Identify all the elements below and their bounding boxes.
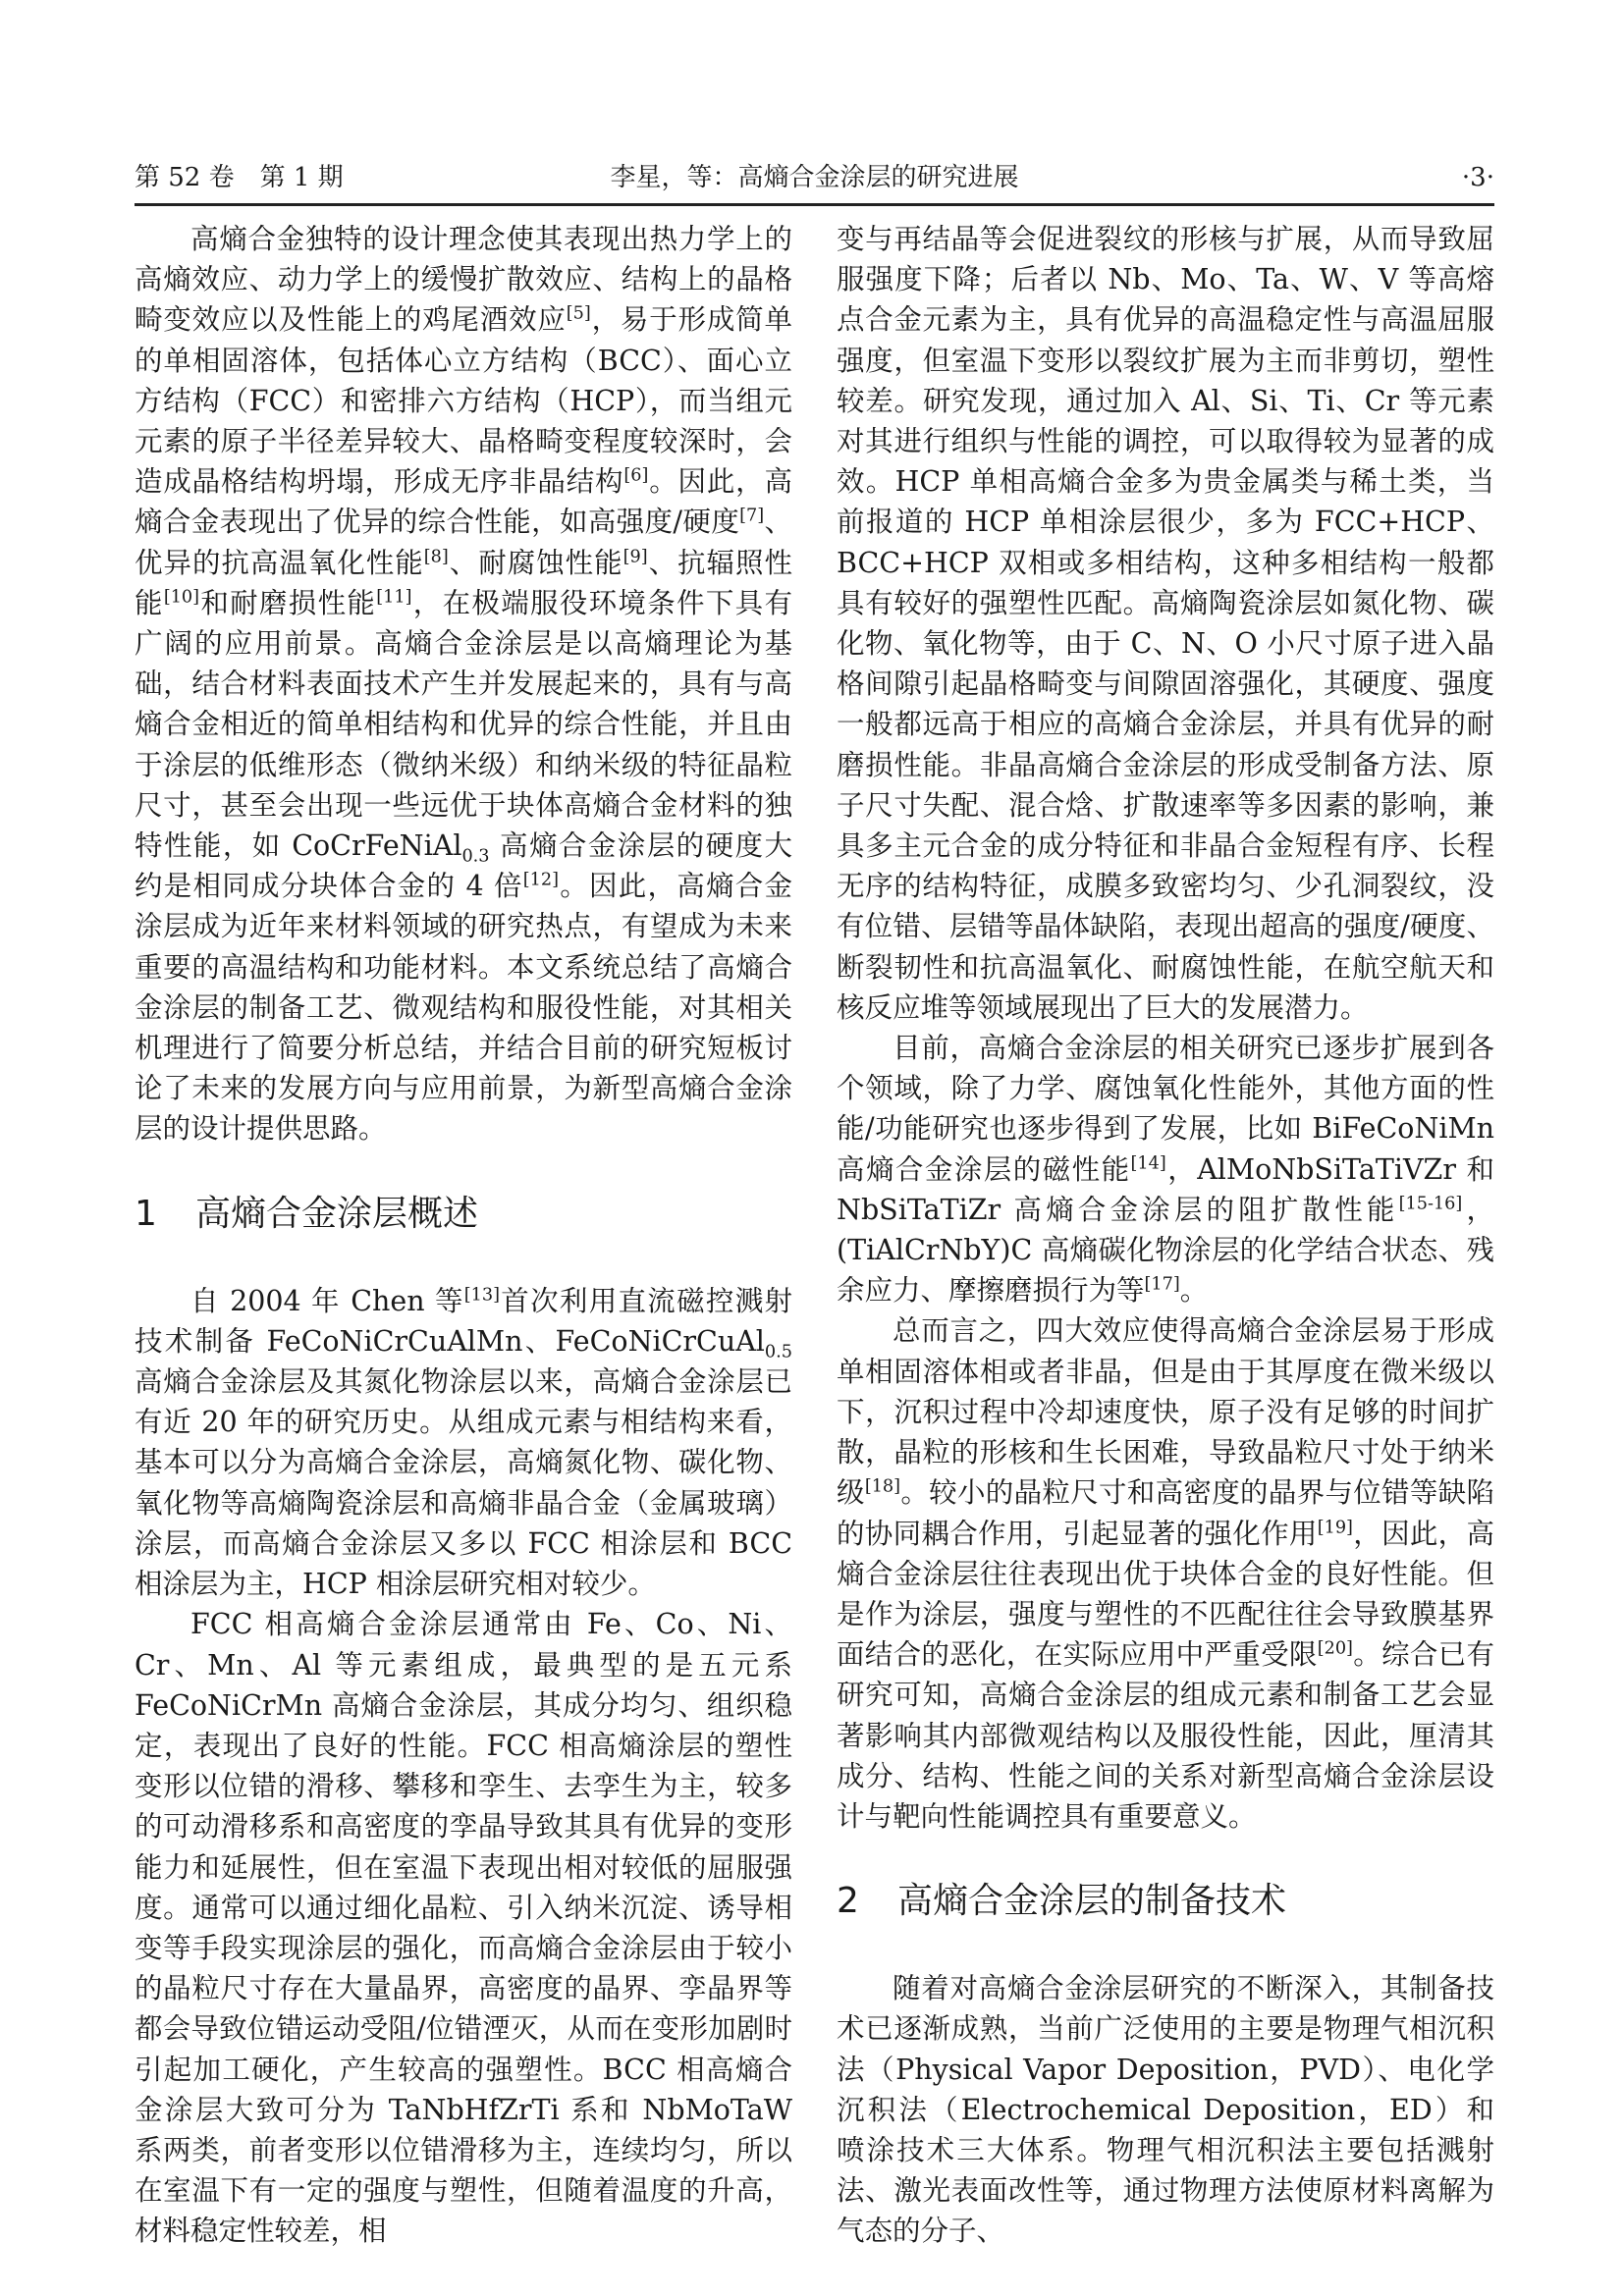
citation: [12]	[522, 870, 559, 890]
paragraph-preparation: 随着对高熵合金涂层研究的不断深入，其制备技术已逐渐成熟，当前广泛使用的主要是物理气相沉积法（Physical Vapor Deposition，PVD）、电化学沉积法（Electrochemical Deposition，ED）和喷涂技术三大体系。物理气相沉积法主要包括溅射法、激光表面改性等，通过物理方法使原材料离解为气态的分子、	[837, 1972, 1494, 2248]
running-header	[135, 157, 1494, 200]
citation: [5]	[566, 303, 591, 324]
section-heading-1	[135, 1189, 792, 1240]
journal-volume-issue: 第 52 卷 第 1 期	[135, 163, 344, 192]
citation: [8]	[423, 547, 449, 567]
citation: [15-16]	[1398, 1194, 1463, 1214]
section-title: 高熵合金涂层概述	[195, 1193, 479, 1234]
citation: [6]	[623, 465, 649, 486]
left-column	[135, 219, 792, 2252]
citation: [18]	[864, 1476, 901, 1497]
citation: [14]	[1130, 1153, 1166, 1174]
header-rule	[135, 203, 1494, 206]
section-title: 高熵合金涂层的制备技术	[897, 1881, 1287, 1922]
running-title: 李星，等：高熵合金涂层的研究进展	[610, 163, 1019, 192]
paragraph-continued: 变与再结晶等会促进裂纹的形核与扩展，从而导致屈服强度下降；后者以 Nb、Mo、Ta、W、V 等高熔点合金元素为主，具有优异的高温稳定性与高温屈服强度，但室温下变形以裂纹扩展为主而非剪切，塑性较差。研究发现，通过加入 Al、Si、Ti、Cr 等元素对其进行组织与性能的调控，可以取得较为显著的成效。HCP 单相高熵合金多为贵金属类与稀土类，当前报道的 HCP 单相涂层很少，多为 FCC+HCP、BCC+HCP 双相或多相结构，这种多相结构一般都具有较好的强塑性匹配。高熵陶瓷涂层如氮化物、碳化物、氧化物等，由于 C、N、O 小尺寸原子进入晶格间隙引起晶格畸变与间隙固溶强化，其硬度、强度一般都远高于相应的高熵合金涂层，并具有优异的耐磨损性能。非晶高熵合金涂层的形成受制备方法、原子尺寸失配、混合焓、扩散速率等多因素的影响，兼具多主元合金的成分特征和非晶合金短程有序、长程无序的结构特征，成膜多致密均匀、少孔洞裂纹，没有位错、层错等晶体缺陷，表现出超高的强度/硬度、断裂韧性和抗高温氧化、耐腐蚀性能，在航空航天和核反应堆等领域展现出了巨大的发展潜力。	[837, 223, 1494, 1024]
citation: [17]	[1144, 1274, 1180, 1295]
page-number: ·3·	[1461, 163, 1494, 192]
citation: [11]	[376, 587, 412, 608]
right-column	[837, 219, 1494, 2252]
section-number: 1	[135, 1193, 157, 1234]
paragraph-intro: 高熵合金独特的设计理念使其表现出热力学上的高熵效应、动力学上的缓慢扩散效应、结构上的晶格畸变效应以及性能上的鸡尾酒效应[5]，易于形成简单的单相固溶体，包括体心立方结构（BCC）、面心立方结构（FCC）和密排六方结构（HCP），而当组元元素的原子半径差异较大、晶格畸变程度较深时，会造成晶格结构坍塌，形成无序非晶结构[6]。因此，高熵合金表现出了优异的综合性能，如高强度/硬度[7]、优异的抗高温氧化性能[8]、耐腐蚀性能[9]、抗辐照性能[10]和耐磨损性能[11]，在极端服役环境条件下具有广阔的应用前景。高熵合金涂层是以高熵理论为基础，结合材料表面技术产生并发展起来的，具有与高熵合金相近的简单相结构和优异的综合性能，并且由于涂层的低维形态（微纳米级）和纳米级的特征晶粒尺寸，甚至会出现一些远优于块体高熵合金材料的独特性能，如 CoCrFeNiAl$_{0.3}$ 高熵合金涂层的硬度大约是相同成分块体合金的 4 倍[12]。因此，高熵合金涂层成为近年来材料领域的研究热点，有望成为未来重要的高温结构和功能材料。本文系统总结了高熵合金涂层的制备工艺、微观结构和服役性能，对其相关机理进行了简要分析总结，并结合目前的研究短板讨论了未来的发展方向与应用前景，为新型高熵合金涂层的设计提供思路。	[135, 223, 792, 1146]
citation: [9]	[623, 547, 648, 567]
citation: [20]	[1317, 1638, 1353, 1659]
section-heading-2	[837, 1876, 1494, 1927]
citation: [13]	[463, 1285, 500, 1306]
paragraph-functional: 目前，高熵合金涂层的相关研究已逐步扩展到各个领域，除了力学、腐蚀氧化性能外，其他方面的性能/功能研究也逐步得到了发展，比如 BiFeCoNiMn 高熵合金涂层的磁性能[14]，AlMoNbSiTaTiVZr 和 NbSiTaTiZr 高熵合金涂层的阻扩散性能[15-16]，(TiAlCrNbY)C 高熵碳化物涂层的化学结合状态、残余应力、摩擦磨损行为等[17]。	[837, 1032, 1494, 1308]
section-number: 2	[837, 1881, 859, 1922]
citation: [19]	[1317, 1518, 1353, 1537]
paragraph-fcc-bcc: FCC 相高熵合金涂层通常由 Fe、Co、Ni、Cr、Mn、Al 等元素组成，最典型的是五元系 FeCoNiCrMn 高熵合金涂层，其成分均匀、组织稳定，表现出了良好的性能。FCC 相高熵涂层的塑性变形以位错的滑移、攀移和孪生、去孪生为主，较多的可动滑移系和高密度的孪晶导致其具有优异的变形能力和延展性，但在室温下表现出相对较低的屈服强度。通常可以通过细化晶粒、引入纳米沉淀、诱导相变等手段实现涂层的强化，而高熵合金涂层由于较小的晶粒尺寸存在大量晶界，高密度的晶界、孪晶界等都会导致位错运动受阻/位错湮灭，从而在变形加剧时引起加工硬化，产生较高的强塑性。BCC 相高熵合金涂层大致可分为 TaNbHfZrTi 系和 NbMoTaW 系两类，前者变形以位错滑移为主，连续均匀，所以在室温下有一定的强度与塑性，但随着温度的升高，材料稳定性较差，相	[135, 1608, 792, 2248]
paragraph-overview: 自 2004 年 Chen 等[13]首次利用直流磁控溅射技术制备 FeCoNiCrCuAlMn、FeCoNiCrCuAl$_{0.5}$ 高熵合金涂层及其氮化物涂层以来，高熵合金涂层已有近 20 年的研究历史。从组成元素与相结构来看，基本可以分为高熵合金涂层，高熵氮化物、碳化物、氧化物等高熵陶瓷涂层和高熵非晶合金（金属玻璃）涂层，而高熵合金涂层又多以 FCC 相涂层和 BCC 相涂层为主，HCP 相涂层研究相对较少。	[135, 1284, 792, 1601]
paragraph-summary: 总而言之，四大效应使得高熵合金涂层易于形成单相固溶体相或者非晶，但是由于其厚度在微米级以下，沉积过程中冷却速度快，原子没有足够的时间扩散，晶粒的形核和生长困难，导致晶粒尺寸处于纳米级[18]。较小的晶粒尺寸和高密度的晶界与位错等缺陷的协同耦合作用，引起显著的强化作用[19]，因此，高熵合金涂层往往表现出优于块体合金的良好性能。但是作为涂层，强度与塑性的不匹配往往会导致膜基界面结合的恶化，在实际应用中严重受限[20]。综合已有研究可知，高熵合金涂层的组成元素和制备工艺会显著影响其内部微观结构以及服役性能，因此，厘清其成分、结构、性能之间的关系对新型高熵合金涂层设计与靶向性能调控具有重要意义。	[837, 1314, 1494, 1833]
citation: [10]	[163, 587, 200, 608]
citation: [7]	[739, 506, 765, 526]
